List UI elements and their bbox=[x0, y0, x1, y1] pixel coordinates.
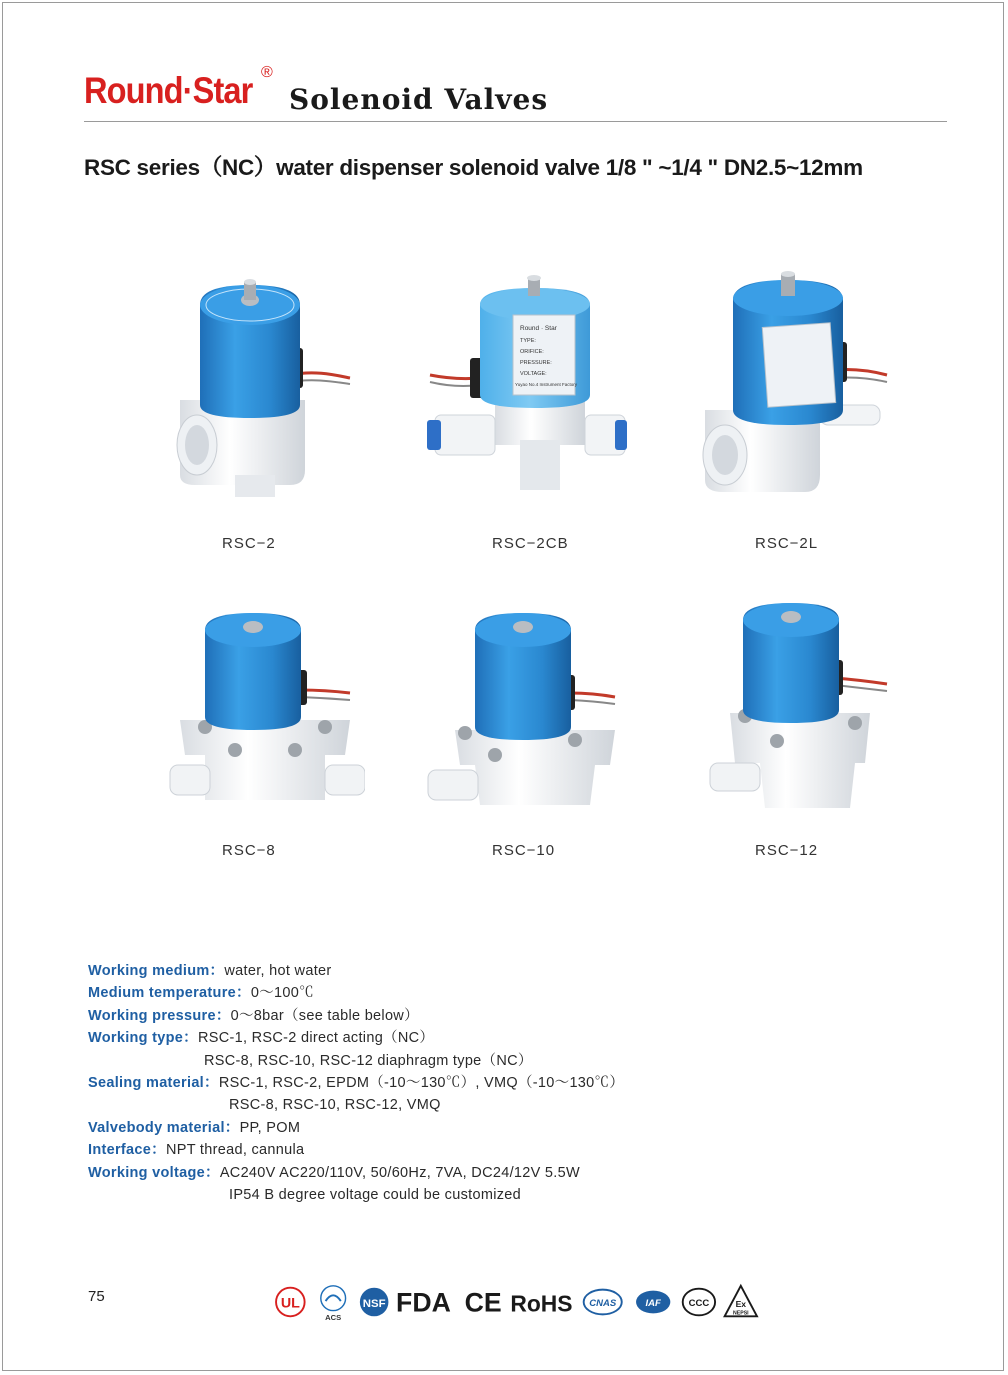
product-label-rsc-2: RSC−2 bbox=[222, 535, 276, 552]
ce-mark: CE bbox=[464, 1287, 502, 1318]
coil-label-factory: Yuyao No.4 Instrument Factory bbox=[515, 382, 578, 387]
series-title: RSC series（NC）water dispenser solenoid valve 1/8 " ~1/4 " DN2.5~12mm bbox=[84, 155, 863, 180]
svg-text:ACS: ACS bbox=[325, 1313, 342, 1322]
product-label-rsc-12: RSC−12 bbox=[755, 842, 819, 859]
spec-row-working-type: Working type：RSC-1, RSC-2 direct acting（NC） bbox=[88, 1030, 435, 1047]
page-number: 75 bbox=[88, 1288, 105, 1305]
ccc-logo bbox=[683, 1289, 715, 1316]
svg-text:CCC: CCC bbox=[688, 1297, 710, 1309]
acs-logo bbox=[321, 1286, 346, 1322]
svg-text:NEPSI: NEPSI bbox=[732, 1310, 749, 1317]
spec-row-working-voltage-cont: IP54 B degree voltage could be customized bbox=[229, 1186, 522, 1203]
product-image-rsc-8 bbox=[165, 605, 365, 825]
spec-row-valvebody-material: Valvebody material：PP, POM bbox=[88, 1119, 301, 1136]
spec-row-sealing-material: Sealing material：RSC-1, RSC-2, EPDM（-10～130℃）, VMQ（-10～130℃） bbox=[88, 1074, 625, 1091]
product-label-rsc-8: RSC−8 bbox=[222, 842, 276, 859]
spec-row-medium-temperature: Medium temperature：0～100℃ bbox=[88, 985, 314, 1002]
product-label-rsc-2l: RSC−2L bbox=[755, 535, 819, 552]
rohs-logo: RoHS bbox=[510, 1290, 573, 1317]
ul-logo bbox=[276, 1288, 305, 1317]
cnas-logo bbox=[584, 1290, 622, 1315]
spec-row-working-voltage: Working voltage：AC240V AC220/110V, 50/60Hz, 7VA, DC24/12V 5.5W bbox=[88, 1164, 580, 1181]
product-image-rsc-10 bbox=[425, 605, 625, 825]
product-image-rsc-2l bbox=[695, 270, 895, 510]
svg-text:NSF: NSF bbox=[362, 1297, 386, 1310]
product-label-rsc-10: RSC−10 bbox=[492, 842, 556, 859]
coil-label-orifice: ORIFICE: bbox=[520, 349, 544, 355]
svg-text:Ex: Ex bbox=[735, 1298, 747, 1309]
coil-label-brand: Round · Star bbox=[520, 325, 557, 332]
header-divider bbox=[84, 121, 947, 122]
product-image-rsc-12 bbox=[705, 598, 895, 823]
coil-label-type: TYPE: bbox=[520, 338, 536, 344]
registered-mark: ® bbox=[261, 64, 273, 81]
svg-text:UL: UL bbox=[280, 1295, 300, 1312]
brand-logo: Round·Star bbox=[84, 70, 253, 111]
product-image-rsc-2cb bbox=[425, 270, 635, 510]
svg-text:IAF: IAF bbox=[645, 1297, 661, 1309]
spec-row-interface: Interface：NPT thread, cannula bbox=[88, 1142, 305, 1159]
coil-label-pressure: PRESSURE: bbox=[520, 360, 552, 366]
product-label-rsc-2cb: RSC−2CB bbox=[492, 535, 569, 552]
fda-logo: FDA bbox=[396, 1287, 451, 1318]
spec-list bbox=[88, 960, 624, 1206]
spec-row-working-pressure: Working pressure：0～8bar（see table below） bbox=[88, 1007, 419, 1024]
certification-logos bbox=[262, 1282, 772, 1322]
spec-row-sealing-material-cont: RSC-8, RSC-10, RSC-12, VMQ bbox=[229, 1097, 441, 1114]
spec-row-working-medium: Working medium：water, hot water bbox=[88, 963, 332, 979]
nsf-logo bbox=[360, 1288, 389, 1317]
svg-text:CNAS: CNAS bbox=[589, 1297, 617, 1309]
ex-nepsi-logo bbox=[725, 1286, 757, 1317]
page-title: Solenoid Valves bbox=[289, 83, 549, 116]
product-image-rsc-2 bbox=[165, 270, 355, 510]
coil-label-voltage: VOLTAGE: bbox=[520, 371, 547, 377]
iaf-logo bbox=[636, 1291, 670, 1314]
spec-row-working-type-cont: RSC-8, RSC-10, RSC-12 diaphragm type（NC） bbox=[204, 1052, 533, 1069]
